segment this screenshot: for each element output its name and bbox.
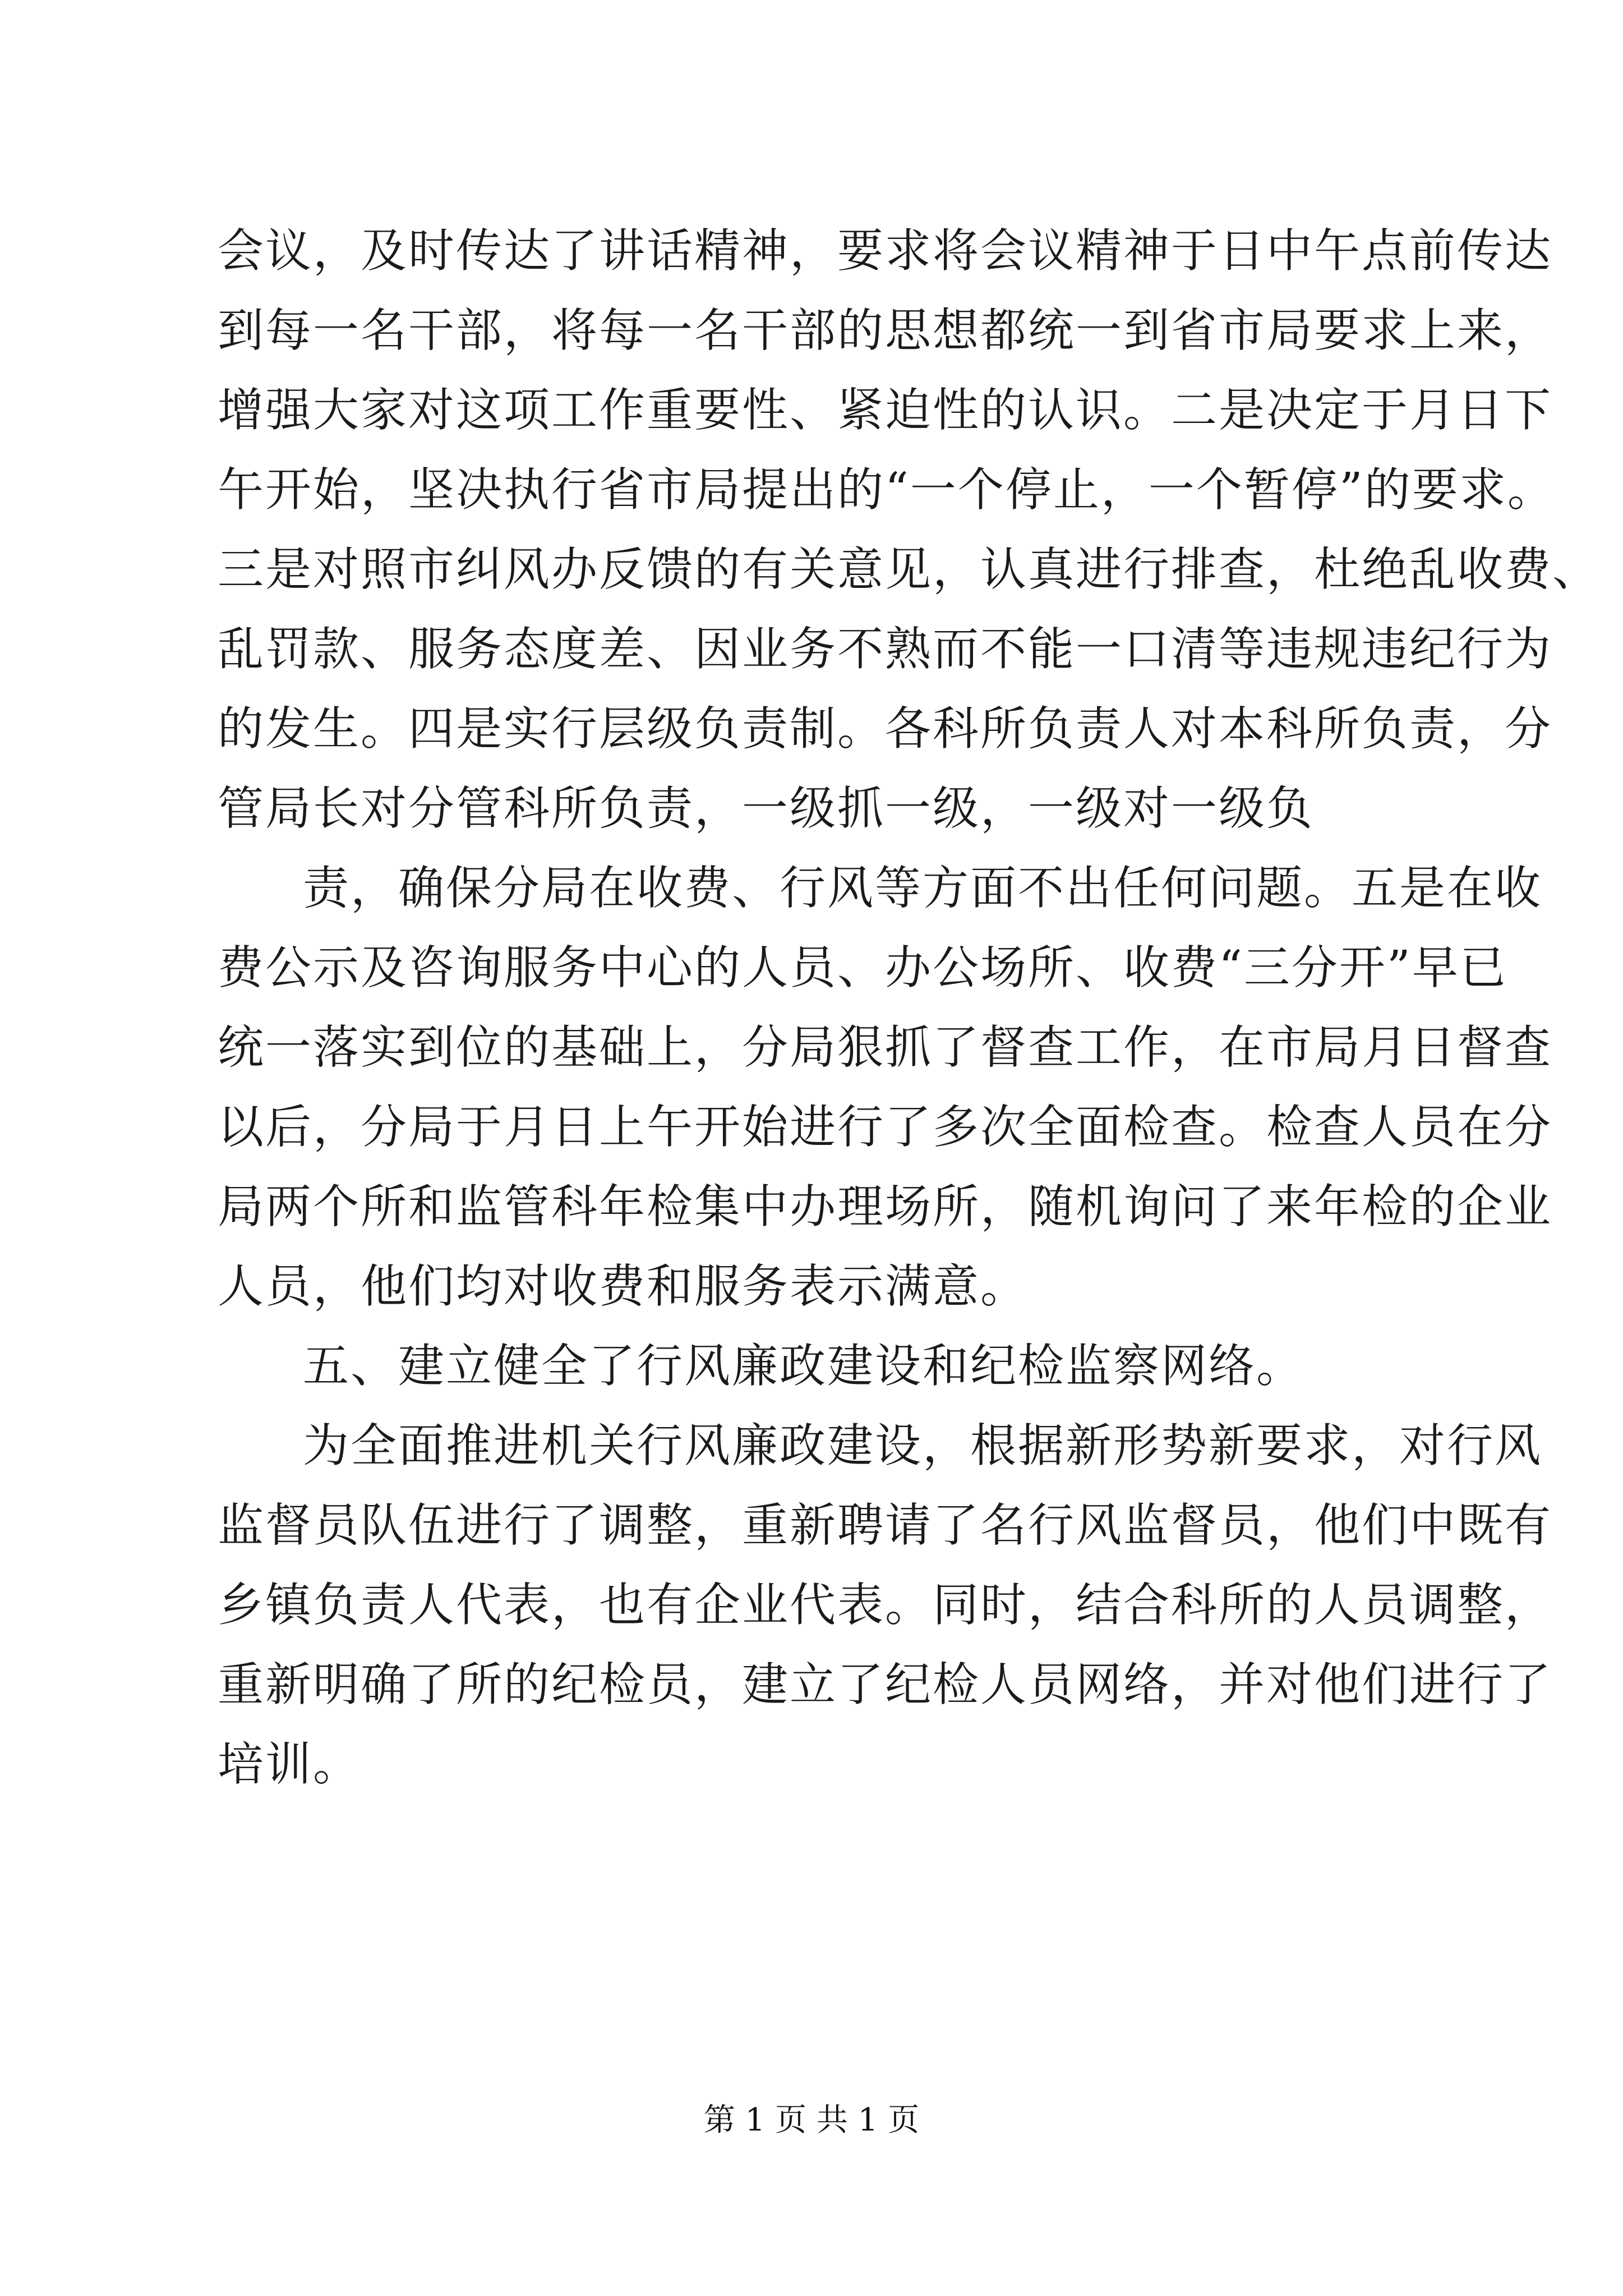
text-line: 到每一名干部，将每一名干部的思想都统一到省市局要求上来， [218, 304, 1553, 357]
text-line: 三是对照市纠风办反馈的有关意见，认真进行排查，杜绝乱收费、 [218, 543, 1601, 596]
text-line: 人员，他们均对收费和服务表示满意。 [218, 1260, 1029, 1313]
text-line: 以后，分局于月日上午开始进行了多次全面检查。检查人员在分 [218, 1101, 1553, 1154]
text-line: 局两个所和监管科年检集中办理场所，随机询问了来年检的企业 [218, 1180, 1553, 1234]
text-line: 管局长对分管科所负责，一级抓一级，一级对一级负 [218, 782, 1315, 835]
text-line: 责，确保分局在收费、行风等方面不出任何问题。五是在收 [303, 862, 1543, 915]
text-line: 统一落实到位的基础上，分局狠抓了督查工作，在市局月日督查 [218, 1021, 1553, 1074]
text-line: 增强大家对这项工作重要性、紧迫性的认识。二是决定于月日下 [218, 384, 1553, 437]
text-line: 乡镇负责人代表，也有企业代表。同时，结合科所的人员调整， [218, 1579, 1553, 1632]
page-number-footer: 第 1 页 共 1 页 [703, 2102, 920, 2138]
text-line: 监督员队伍进行了调整，重新聘请了名行风监督员，他们中既有 [218, 1499, 1553, 1552]
text-line: 的发生。四是实行层级负责制。各科所负责人对本科所负责，分 [218, 702, 1553, 756]
text-line: 会议，及时传达了讲话精神，要求将会议精神于日中午点前传达 [218, 224, 1553, 278]
text-line: 为全面推进机关行风廉政建设，根据新形势新要求，对行风 [303, 1419, 1543, 1473]
text-line: 费公示及咨询服务中心的人员、办公场所、收费“三分开”早已 [218, 941, 1507, 995]
text-line: 培训。 [218, 1738, 361, 1791]
section-heading: 五、建立健全了行风廉政建设和纪检监察网络。 [303, 1340, 1304, 1393]
text-line: 午开始，坚决执行省市局提出的“一个停止，一个暂停”的要求。 [218, 463, 1555, 517]
text-line: 乱罚款、服务态度差、因业务不熟而不能一口清等违规违纪行为 [218, 623, 1553, 676]
text-line: 重新明确了所的纪检员，建立了纪检人员网络，并对他们进行了 [218, 1658, 1553, 1711]
